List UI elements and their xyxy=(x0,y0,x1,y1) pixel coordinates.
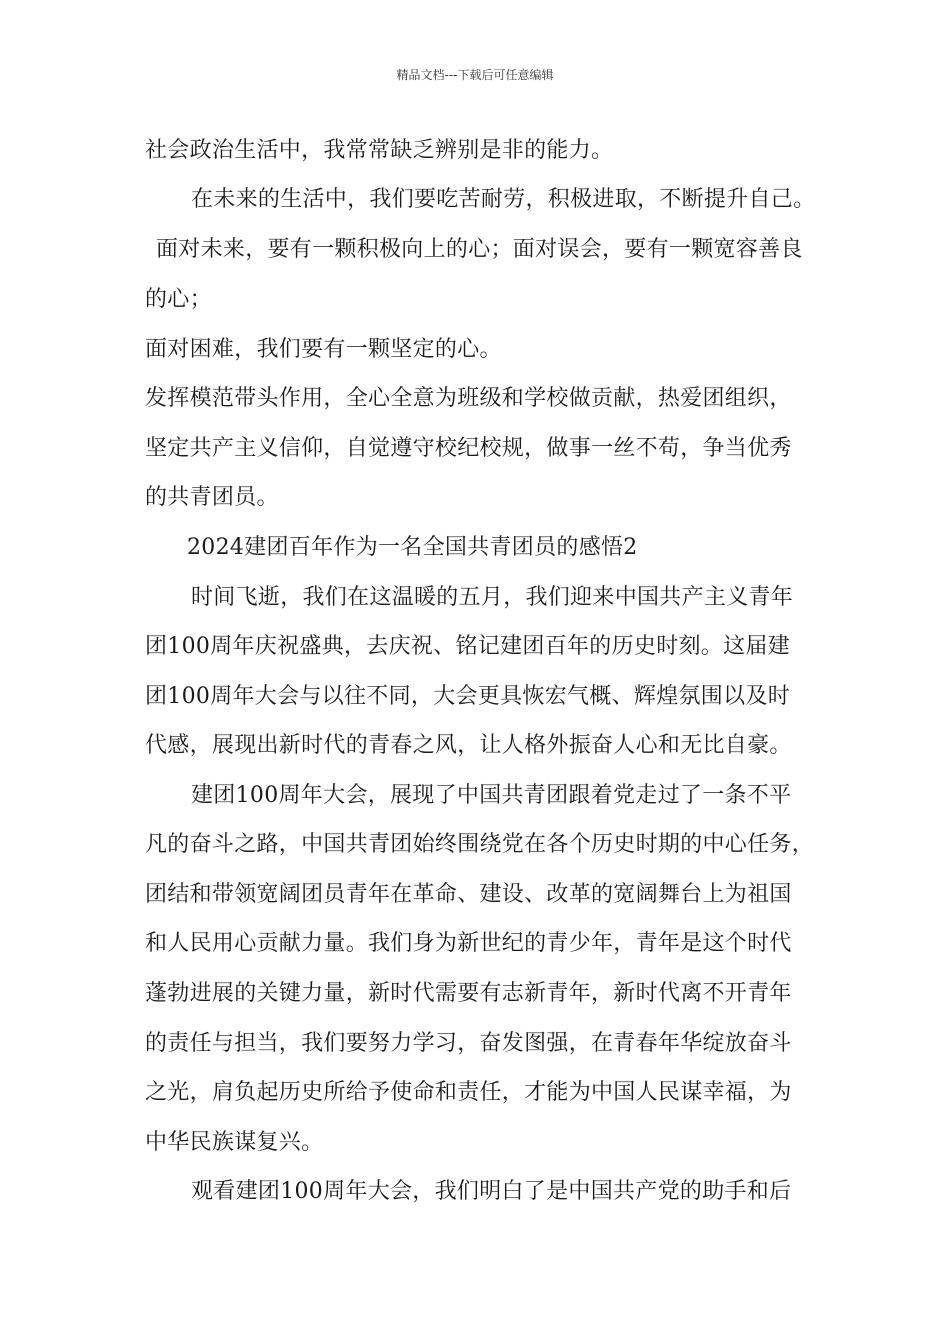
text-line: 社会政治生活中，我常常缺乏辨别是非的能力。 xyxy=(145,138,614,163)
text-line: 的责任与担当，我们要努力学习，奋发图强，在青春年华绽放奋斗 xyxy=(145,1031,792,1056)
text-line: 的共青团员。 xyxy=(145,485,279,510)
text-line: 团结和带领宽阔团员青年在革命、建设、改革的宽阔舞台上为祖国 xyxy=(145,882,792,907)
section-heading: 2024建团百年作为一名全国共青团员的感悟2 xyxy=(187,535,638,560)
text-line: 蓬勃进展的关键力量，新时代需要有志新青年，新时代离不开青年 xyxy=(145,981,792,1006)
text-line: 之光，肩负起历史所给予使命和责任，才能为中国人民谋幸福，为 xyxy=(145,1080,792,1105)
text-line: 观看建团100周年大会，我们明白了是中国共产党的助手和后 xyxy=(191,1179,792,1204)
text-line: 建团100周年大会，展现了中国共青团跟着党走过了一条不平 xyxy=(191,783,792,808)
text-line: 团100周年庆祝盛典，去庆祝、铭记建团百年的历史时刻。这届建 xyxy=(145,634,790,659)
text-line: 面对困难，我们要有一颗坚定的心。 xyxy=(145,337,502,362)
text-line: 代感，展现出新时代的青春之风，让人格外振奋人心和无比自豪。 xyxy=(145,733,792,758)
text-line: 坚定共产主义信仰，自觉遵守校纪校规，做事一丝不苟，争当优秀 xyxy=(145,436,792,461)
text-line: 时间飞逝，我们在这温暖的五月，我们迎来中国共产主义青年 xyxy=(191,585,794,610)
text-line: 和人民用心贡献力量。我们身为新世纪的青少年，青年是这个时代 xyxy=(145,931,792,956)
text-line: 发挥模范带头作用，全心全意为班级和学校做贡献，热爱团组织， xyxy=(145,386,792,411)
text-line: 面对未来，要有一颗积极向上的心；面对误会，要有一颗宽容善良 xyxy=(156,237,803,262)
page-header: 精品文档---下载后可任意编辑 xyxy=(396,68,554,82)
text-line: 团100周年大会与以往不同，大会更具恢宏气概、辉煌氛围以及时 xyxy=(145,684,790,709)
text-line: 在未来的生活中，我们要吃苦耐劳，积极进取，不断提升自己。 xyxy=(191,187,816,212)
text-line: 中华民族谋复兴。 xyxy=(145,1130,324,1155)
text-line: 凡的奋斗之路，中国共青团始终围绕党在各个历史时期的中心任务， xyxy=(145,832,815,857)
text-line: 的心； xyxy=(145,287,212,312)
